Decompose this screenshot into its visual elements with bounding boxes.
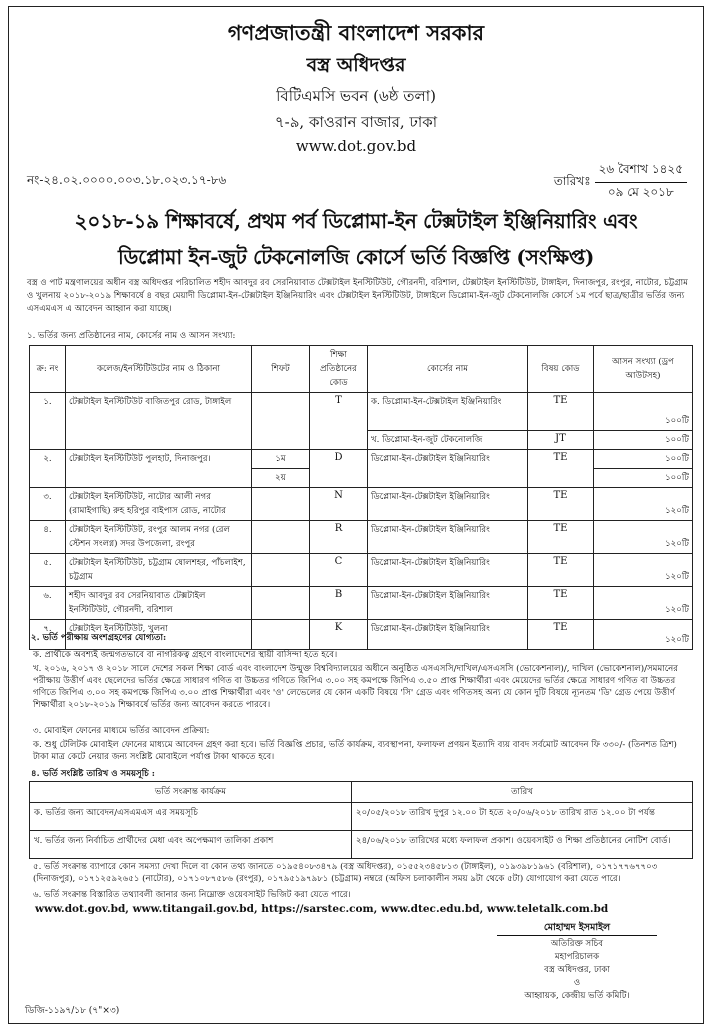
cell-shift: [252, 587, 310, 620]
table-row: [30, 587, 693, 620]
cell-shift: [252, 521, 310, 554]
cell-seats: ১২০টি: [594, 488, 693, 521]
website-header: www.dot.gov.bd: [295, 137, 417, 155]
office-address: ৭-৯, কাওরান বাজার, ঢাকা: [274, 113, 438, 131]
cell-course: ডিপ্লোমা-ইন-টেক্সটাইল ইঞ্জিনিয়ারিং: [368, 620, 528, 650]
cell-institute: টেক্সটাইল ইনস্টিটিউট পুলহাট, দিনাজপুর।: [66, 450, 252, 488]
schedule-header-row: [30, 782, 693, 803]
cell-subject-code: TE: [528, 488, 594, 521]
application-process-ka: ক. শুধু টেলিটক মোবাইল ফোনের মাধ্যমে আবেদন গ্রহণ করা হবে। ভর্তি বিজ্ঞপ্তি প্রচার, ভর্তি কার্যক্রম, ব্যবস্থাপনা, ফলাফল প্রণয়ন ইত্যাদি ব্যয় বাবদ সর্বমোট আবেদন ফি ৩৩০/- (তিনশত ত্রিশ) টাকা মাত্র কেটে নেয়ার জন্য সংশ্লিষ্ট মোবাইলে পর্যাপ্ত টাকা থাকতে হবে।: [33, 740, 677, 762]
cell-shift: [252, 488, 310, 521]
cell-course: ডিপ্লোমা-ইন-টেক্সটাইল ইঞ্জিনিয়ারিং: [368, 554, 528, 587]
notice-title-line1: ২০১৮-১৯ শিক্ষাবর্ষে, প্রথম পর্ব ডিপ্লোমা-ইন টেক্সটাইল ইঞ্জিনিয়ারিং এবং: [74, 209, 638, 233]
notice-title-line2: ডিপ্লোমা ইন-জুট টেকনোলজি কোর্সে ভর্তি বিজ্ঞপ্তি (সংক্ষিপ্ত): [117, 245, 595, 269]
date-label: তারিখঃ: [553, 173, 591, 188]
cell-inst-code: T: [310, 393, 368, 450]
col-serial: ক্র: নং: [30, 346, 66, 393]
col-inst-code: শিক্ষা প্রতিষ্ঠানের কোড: [310, 346, 368, 393]
cell-serial: ২.: [30, 450, 66, 488]
cell-seats: ১০০টি: [594, 393, 693, 431]
website-list: www.dot.gov.bd, www.titangail.gov.bd, https://sarstec.com, www.dtec.edu.bd, www.teletalk.com.bd: [35, 903, 609, 915]
cell-course: ডিপ্লোমা-ইন-টেক্সটাইল ইঞ্জিনিয়ারিং: [368, 521, 528, 554]
cell-subject-code: TE: [528, 393, 594, 431]
date-english: ০৯ মে ২০১৮: [607, 185, 674, 199]
schedule-col-activity: ভর্তি সংক্রান্ত কার্যক্রম: [30, 782, 352, 803]
cell-course: খ. ডিপ্লোমা-ইন-জুট টেকনোলজি: [368, 431, 528, 450]
cell-shift: [252, 554, 310, 587]
schedule-activity: খ. ভর্তির জন্য নির্বাচিত প্রার্থীদের মেধা এবং অপেক্ষমাণ তালিকা প্রকাশ: [30, 831, 352, 859]
table-row: [30, 450, 693, 469]
date-values: [595, 161, 687, 204]
memo-number: নং-২৪.০২.০০০০.০০৩.১৮.০২৩.১৭-৮৬: [27, 173, 227, 187]
schedule-activity: ক. ভর্তির জন্য আবেদন/এসএমএস এর সময়সূচি: [30, 803, 352, 831]
cell-seats: ১২০টি: [594, 620, 693, 650]
cell-inst-code: R: [310, 521, 368, 554]
section4-heading: ৪. ভর্তি সংশ্লিষ্ট তারিখ ও সময়সূচি :: [31, 769, 155, 779]
table-row: [30, 488, 693, 521]
cell-subject-code: JT: [528, 431, 594, 450]
cell-seats: ১২০টি: [594, 587, 693, 620]
signatory-title2: মহাপরিচালক: [554, 952, 600, 962]
col-institute: কলেজ/ইনস্টিটিউটের নাম ও ঠিকানা: [66, 346, 252, 393]
cell-serial: ৭.: [30, 620, 66, 650]
notice-page: [8, 6, 704, 1024]
table-row: [30, 521, 693, 554]
col-shift: শিফট: [252, 346, 310, 393]
col-seats: আসন সংখ্যা (ড্রপ আউটসহ): [594, 346, 693, 393]
cell-serial: ৪.: [30, 521, 66, 554]
eligibility-ka: ক. প্রার্থীকে অবশ্যই জন্মগতভাবে বা নাগরিকত্ব গ্রহণে বাংলাদেশের স্থায়ী বাসিন্দা হতে হবে।: [33, 650, 338, 660]
cell-course: ডিপ্লোমা-ইন-টেক্সটাইল ইঞ্জিনিয়ারিং: [368, 587, 528, 620]
cell-serial: ৩.: [30, 488, 66, 521]
cell-inst-code: B: [310, 587, 368, 620]
cell-shift: [252, 393, 310, 450]
institute-table: [29, 345, 693, 650]
section3-heading: ৩. মোবাইল ফোনের মাধ্যমে ভর্তির আবেদন প্রক্রিয়া:: [33, 726, 210, 736]
cell-institute: টেক্সটাইল ইনস্টিটিউট বাজিতপুর রোড, টাঙ্গাইল: [66, 393, 252, 450]
cell-course: ক. ডিপ্লোমা-ইন-টেক্সটাইল ইঞ্জিনিয়ারিং: [368, 393, 528, 431]
schedule-col-date: তারিখ: [352, 782, 693, 803]
website-info: ৬. ভর্তি সংক্রান্ত বিস্তারিত তথ্যাবলী জানার জন্য নিম্নোক্ত ওয়েবসাইট ভিজিট করা যেতে পারে।: [33, 890, 351, 900]
table-row: [30, 554, 693, 587]
signatory-title3: বস্ত্র অধিদপ্তর, ঢাকা: [544, 965, 610, 975]
govt-name: গণপ্রজাতন্ত্রী বাংলাদেশ সরকার: [227, 20, 485, 45]
cell-institute: শহীদ আবদুর রব সেরনিয়াবাত টেক্সটাইল ইনস্টিটিউট, গৌরনদী, বরিশাল: [66, 587, 252, 620]
cell-course: ডিপ্লোমা-ইন-টেক্সটাইল ইঞ্জিনিয়ারিং: [368, 488, 528, 521]
memo-date: [554, 161, 687, 204]
table-row: [30, 393, 693, 431]
schedule-date: ২০/০৫/২০১৮ তারিখ দুপুর ১২.০০ টা হতে ২০/০৬/২০১৮ তারিখ রাত ১২.০০ টা পর্যন্ত: [352, 803, 693, 831]
intro-paragraph: বস্ত্র ও পাট মন্ত্রণালয়ের অধীন বস্ত্র অধিদপ্তর পরিচালিত শহীদ আবদুর রব সেরনিয়াবাত টেক্সটাইল ইনস্টিটিউট, গৌরনদী, বরিশাল, টেক্সটাইল ইনস্টিটিউট, টাঙ্গাইল, দিনাজপুর, রংপুর, নাটোর, চট্টগ্রাম ও খুলনায় ২০১৮-২০১৯ শিক্ষাবর্ষে ৪ বছর মেয়াদী ডিপ্লোমা-ইন-টেক্সটাইল ইঞ্জিনিয়ারিং এবং টেক্সটাইল ইনস্টিটিউট, টাঙ্গাইলে ডিপ্লোমা-ইন-জুট টেকনোলজি কোর্সে ১ম পর্বে ছাত্র/ছাত্রীর ভর্তির জন্য এসএমএস এ আবেদন আহ্বান করা যাচ্ছে।: [27, 278, 688, 314]
cell-subject-code: TE: [528, 587, 594, 620]
cell-serial: ১.: [30, 393, 66, 450]
cell-institute: টেক্সটাইল ইনস্টিটিউট, নাটোর আলী নগর (রামাইগাছি) রুহ হরিপুর বাইপাস রোড, নাটোর: [66, 488, 252, 521]
cell-institute: টেক্সটাইল ইনস্টিটিউট, চট্টগ্রাম ষোলশহর, পাঁচলাইশ, চট্টগ্রাম: [66, 554, 252, 587]
cell-shift: [252, 620, 310, 650]
section2-heading: ২. ভর্তি পরীক্ষায় অংশগ্রহণের যোগ্যতা:: [31, 633, 167, 643]
table-header-row: [30, 346, 693, 393]
signatory-title4: ও: [573, 978, 581, 988]
cell-institute: টেক্সটাইল ইনস্টিটিউট, খুলনা: [66, 620, 252, 650]
signatory-title5: আহ্বায়ক, কেন্দ্রীয় ভর্তি কমিটি।: [524, 991, 630, 1001]
cell-inst-code: N: [310, 488, 368, 521]
cell-shift: ২য়: [252, 469, 310, 488]
schedule-date: ২৪/০৬/২০১৮ তারিখের মধ্যে ফলাফল প্রকাশ। ওয়েবসাইট ও শিক্ষা প্রতিষ্ঠানের নোটিশ বোর্ড।: [352, 831, 693, 859]
col-subject-code: বিষয় কোড: [528, 346, 594, 393]
cell-seats: ১০০টি: [594, 450, 693, 469]
cell-institute: টেক্সটাইল ইনস্টিটিউট, রংপুর আলম নগর (রেল স্টেশন সংলগ্ন) সদর উপজেলা, রংপুর: [66, 521, 252, 554]
signatory-title1: অতিরিক্ত সচিব: [550, 939, 604, 949]
building-name: বিটিএমসি ভবন (৬ষ্ঠ তলা): [276, 87, 436, 105]
cell-seats: ১০০টি: [594, 469, 693, 488]
cell-serial: ৫.: [30, 554, 66, 587]
cell-inst-code: D: [310, 450, 368, 488]
signatory-name: মোহাম্মদ ইসমাইল: [497, 921, 657, 936]
footer-ref: ডিজি-১১৯৭/১৮ (৭"×৩): [25, 1006, 120, 1016]
cell-subject-code: TE: [528, 521, 594, 554]
cell-subject-code: TE: [528, 620, 594, 650]
date-bengali: ২৬ বৈশাখ ১৪২৫: [595, 161, 687, 183]
cell-seats: ১০০টি: [594, 431, 693, 450]
section1-heading: ১. ভর্তির জন্য প্রতিষ্ঠানের নাম, কোর্সের নাম ও আসন সংখ্যা:: [27, 331, 236, 341]
signature-block: [497, 921, 657, 1003]
schedule-row: [30, 831, 693, 859]
cell-course: ডিপ্লোমা-ইন-টেক্সটাইল ইঞ্জিনিয়ারিং: [368, 450, 528, 488]
cell-subject-code: TE: [528, 450, 594, 488]
schedule-row: [30, 803, 693, 831]
department-name: বস্ত্র অধিদপ্তর: [306, 54, 406, 76]
contact-info: ৫. ভর্তি সংক্রান্ত ব্যাপারে কোন সমস্যা দেখা দিলে বা কোন তথ্য জানতে ০১৯৫৪০৮৩৪৭৯ (বস্ত্র অধিদপ্তর), ০১৫৫২৩৪৫৮১৩ (টাঙ্গাইল), ০১৯৩৯৮১৯৬১ (বরিশাল), ০১৭১৭৭৬৭৭০৩ (দিনাজপুর), ০১৭১২৫৯২৬৫১ (নাটোর), ০১৭১০৮৭৫৮৬ (রংপুর), ০১৭৯৫১৯৭৯৮১ (চট্টগ্রাম) নম্বরে (অফিস চলাকালীন সময় ৯টা থেকে ৫টা) যোগাযোগ করা যেতে পারে।: [33, 862, 658, 884]
cell-serial: ৬.: [30, 587, 66, 620]
cell-seats: ১২০টি: [594, 554, 693, 587]
cell-subject-code: TE: [528, 554, 594, 587]
schedule-table: [29, 781, 693, 859]
cell-seats: ১২০টি: [594, 521, 693, 554]
col-course: কোর্সের নাম: [368, 346, 528, 393]
cell-inst-code: C: [310, 554, 368, 587]
cell-shift: ১ম: [252, 450, 310, 469]
eligibility-kha: খ. ২০১৬, ২০১৭ ও ২০১৮ সালে দেশের সকল শিক্ষা বোর্ড এবং বাংলাদেশ উন্মুক্ত বিশ্ববিদ্যালয়ের অধীনে অনুষ্ঠিত এসএসসি/দাখিল/এসএসসি (ভোকেশনাল)/, দাখিল (ভোকেশনাল)/সমমানের পরীক্ষায় উত্তীর্ণ এবং ছেলেদের ভর্তির ক্ষেত্রে সাধারণ গণিত বা উচ্চতর গণিতে জিপিএ ৩.০০ সহ কমপক্ষে জিপিএ ৩.৫০ প্রাপ্ত শিক্ষার্থীরা এবং মেয়েদের ভর্তির ক্ষেত্রে সাধারণ গণিত বা উচ্চতর গণিতে জিপিএ ৩.০০ সহ কমপক্ষে জিপিএ ৩.০০ প্রাপ্ত শিক্ষার্থীরা এবং 'ও' লেভেলের যে কোন একটি বিষয়ে 'সি' গ্রেড এবং গণিতসহ অন্য যে কোন দুটি বিষয়ে ন্যূনতম 'ডি' গ্রেড পেয়ে উত্তীর্ণ শিক্ষার্থীরা ২০১৮-২০১৯ শিক্ষাবর্ষে ভর্তির জন্য আবেদন করতে পারবে।: [33, 664, 679, 710]
cell-inst-code: K: [310, 620, 368, 650]
